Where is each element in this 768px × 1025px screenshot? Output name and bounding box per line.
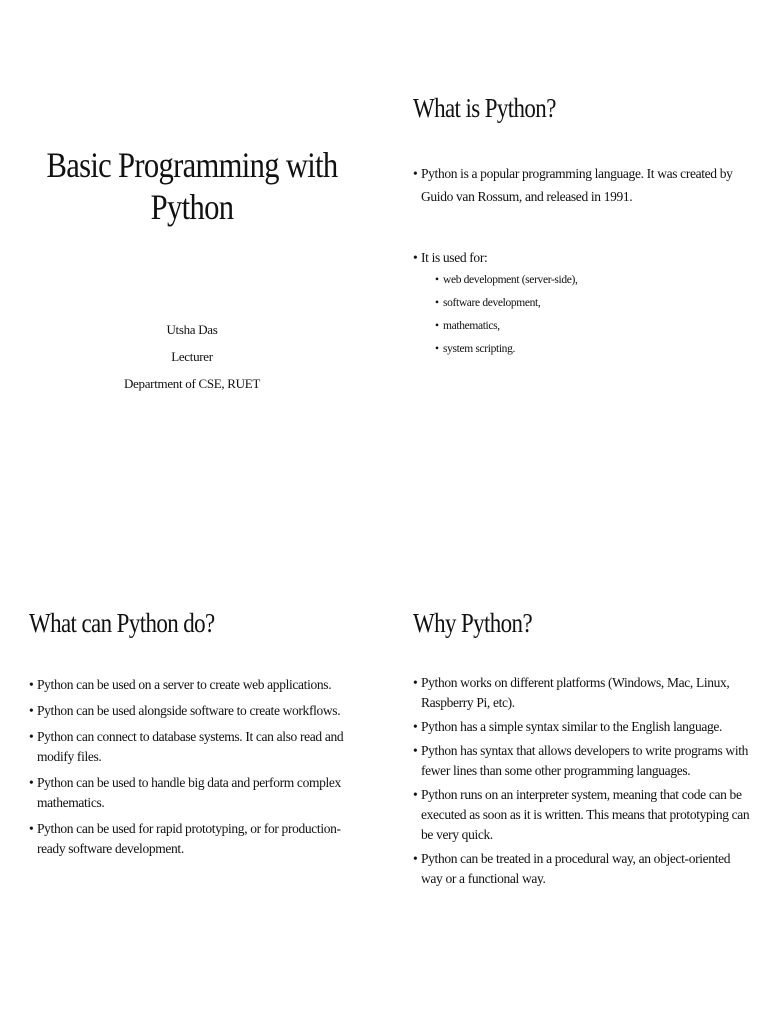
bullet-item: • Python can be used alongside software to create workflows. bbox=[29, 701, 359, 721]
bullet-item: • Python can connect to database systems. It can also read and modify files. bbox=[29, 727, 359, 767]
bullet-list bbox=[413, 673, 753, 893]
sub-bullet-item: • system scripting. bbox=[435, 338, 743, 361]
bullet-text: It is used for: bbox=[421, 250, 488, 265]
slide-title: Why Python? bbox=[413, 608, 533, 638]
bullet-list bbox=[413, 246, 743, 361]
bullet-item bbox=[413, 246, 743, 361]
bullet-item: • Python works on different platforms (Windows, Mac, Linux, Raspberry Pi, etc). bbox=[413, 673, 753, 713]
title-line-1: Basic Programming with bbox=[46, 145, 338, 185]
author-role: Lecturer bbox=[171, 349, 213, 364]
bullet-item: • Python has syntax that allows developers to write programs with fewer lines than some other programming languages. bbox=[413, 741, 753, 781]
author-name: Utsha Das bbox=[166, 322, 218, 337]
bullet-item: • Python has a simple syntax similar to the English language. bbox=[413, 717, 753, 737]
title-slide bbox=[0, 10, 384, 510]
sub-bullet-item: • web development (server-side), bbox=[435, 269, 743, 292]
what-can-python-do-slide bbox=[0, 525, 384, 1025]
slide-title: What can Python do? bbox=[29, 608, 215, 638]
bullet-item: • Python can be used on a server to create web applications. bbox=[29, 675, 359, 695]
bullet-item: • Python can be treated in a procedural way, an object-oriented way or a functional way. bbox=[413, 849, 753, 889]
why-python-slide bbox=[384, 525, 768, 1025]
title-line-2: Python bbox=[150, 187, 234, 227]
bullet-item: • Python can be used for rapid prototyping, or for production-ready software development. bbox=[29, 819, 359, 859]
author-department: Department of CSE, RUET bbox=[123, 376, 261, 391]
bullet-list bbox=[29, 675, 359, 865]
author-block bbox=[0, 316, 384, 397]
bullet-list bbox=[413, 162, 743, 208]
bullet-item: • Python can be used to handle big data and perform complex mathematics. bbox=[29, 773, 359, 813]
sub-bullet-item: • software development, bbox=[435, 292, 743, 315]
bullet-item: • Python runs on an interpreter system, meaning that code can be executed as soon as it is written. This means that prototyping can be very quick. bbox=[413, 785, 753, 845]
slide-title: What is Python? bbox=[413, 93, 556, 123]
what-is-python-slide bbox=[384, 10, 768, 510]
sub-bullet-list bbox=[421, 269, 743, 361]
presentation-title bbox=[29, 144, 355, 228]
sub-bullet-item: • mathematics, bbox=[435, 315, 743, 338]
bullet-item: • Python is a popular programming language. It was created by Guido van Rossum, and released in 1991. bbox=[413, 162, 743, 208]
